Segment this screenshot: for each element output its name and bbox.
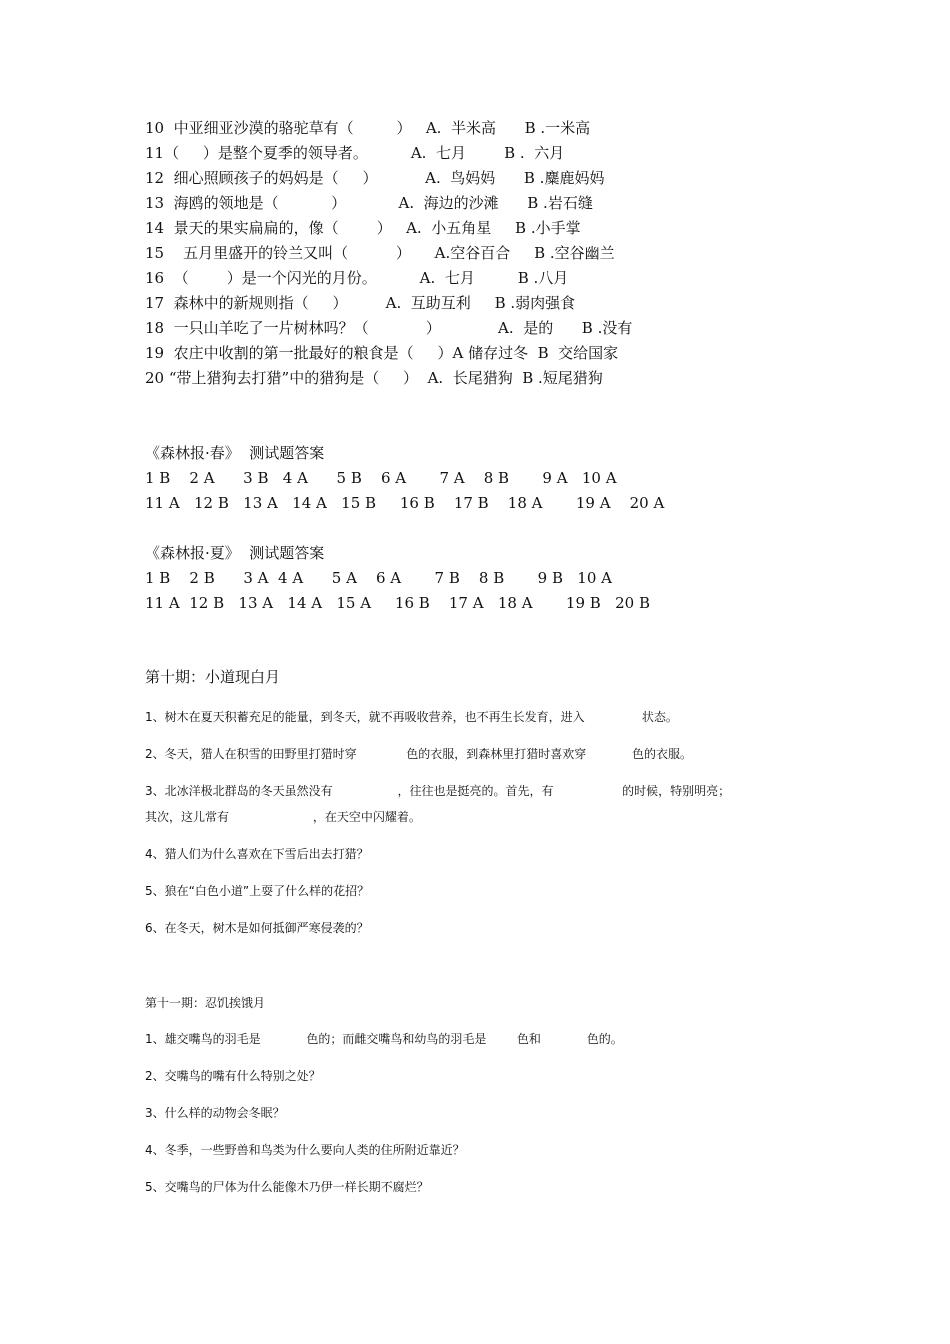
- issue11-question-2: 2、交嘴鸟的嘴有什么特别之处？: [145, 1069, 321, 1083]
- issue10-question-6: 6、在冬天，树木是如何抵御严寒侵袭的？: [145, 921, 369, 935]
- quiz-question-14: 14 景天的果实扁扁的，像（ ） A. 小五角星 B .小手掌: [145, 219, 581, 237]
- issue11-question-4: 4、冬季，一些野兽和鸟类为什么要向人类的住所附近靠近？: [145, 1143, 465, 1157]
- quiz-question-12: 12 细心照顾孩子的妈妈是（ ） A. 鸟妈妈 B .麋鹿妈妈: [145, 169, 605, 187]
- issue10-question-5: 5、狼在“白色小道”上耍了什么样的花招？: [145, 884, 370, 898]
- quiz-question-10: 10 中亚细亚沙漠的骆驼草有（ ） A. 半米高 B .一米高: [145, 119, 591, 137]
- issue10-question-3-cont: 其次，这儿常有 ，在天空中闪耀着。: [145, 810, 421, 824]
- quiz-question-15: 15 五月里盛开的铃兰又叫（ ） A.空谷百合 B .空谷幽兰: [145, 244, 615, 262]
- issue11-title: 第十一期：忍饥挨饿月: [145, 996, 266, 1010]
- answers-summer-title: 《森林报·夏》 测试题答案: [145, 544, 325, 562]
- answers-summer-row-1: 1 B 2 B 3 A 4 A 5 A 6 A 7 B 8 B 9 B 10 A: [145, 569, 612, 587]
- issue10-question-1: 1、树木在夏天积蓄充足的能量，到冬天，就不再吸收营养，也不再生长发育，进入 状态。: [145, 710, 678, 724]
- quiz-question-20: 20 “带上猎狗去打猎”中的猎狗是（ ） A. 长尾猎狗 B .短尾猎狗: [145, 369, 603, 387]
- answers-summer-row-2: 11 A 12 B 13 A 14 A 15 A 16 B 17 A 18 A 19 B 20 B: [145, 594, 650, 612]
- issue11-question-3: 3、什么样的动物会冬眠？: [145, 1106, 285, 1120]
- issue10-question-3: 3、北冰洋极北群岛的冬天虽然没有 ，往往也是挺亮的。首先，有 的时候，特别明亮；: [145, 784, 731, 798]
- issue10-question-4: 4、猎人们为什么喜欢在下雪后出去打猎？: [145, 847, 369, 861]
- issue11-question-1: 1、雄交嘴鸟的羽毛是 色的；而雌交嘴鸟和幼鸟的羽毛是 色和 色的。: [145, 1032, 623, 1046]
- issue10-question-2: 2、冬天，猎人在积雪的田野里打猎时穿 色的衣服，到森林里打猎时喜欢穿 色的衣服。: [145, 747, 692, 761]
- quiz-question-13: 13 海鸥的领地是（ ） A. 海边的沙滩 B .岩石缝: [145, 194, 593, 212]
- quiz-question-11: 11（ ）是整个夏季的领导者。 A. 七月 B . 六月: [145, 144, 565, 162]
- answers-spring-title: 《森林报·春》 测试题答案: [145, 444, 325, 462]
- quiz-question-17: 17 森林中的新规则指（ ） A. 互助互利 B .弱肉强食: [145, 294, 576, 312]
- quiz-question-16: 16 （ ）是一个闪光的月份。 A. 七月 B .八月: [145, 269, 569, 287]
- issue10-title: 第十期：小道现白月: [145, 668, 281, 686]
- issue11-question-5: 5、交嘴鸟的尸体为什么能像木乃伊一样长期不腐烂？: [145, 1180, 429, 1194]
- quiz-question-18: 18 一只山羊吃了一片树林吗？（ ） A. 是的 B .没有: [145, 319, 633, 337]
- quiz-question-19: 19 农庄中收割的第一批最好的粮食是（ ）A 储存过冬 B 交给国家: [145, 344, 619, 362]
- answers-spring-row-2: 11 A 12 B 13 A 14 A 15 B 16 B 17 B 18 A 19 A 20 A: [145, 494, 665, 512]
- answers-spring-row-1: 1 B 2 A 3 B 4 A 5 B 6 A 7 A 8 B 9 A 10 A: [145, 469, 617, 487]
